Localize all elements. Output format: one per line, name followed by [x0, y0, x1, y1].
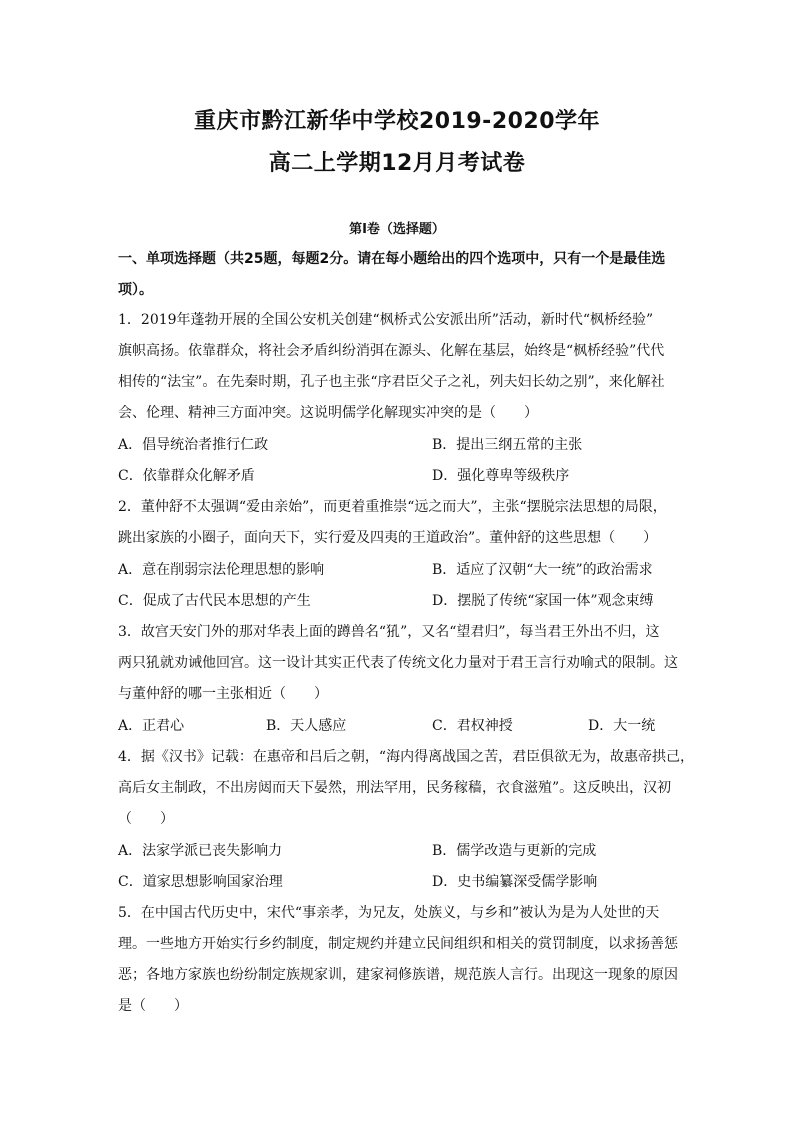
- question-1-option-c: C．依靠群众化解矛盾: [118, 468, 255, 484]
- question-3-option-b: B．天人感应: [266, 718, 347, 734]
- question-5-line-1: 5．在中国古代历史中，宋代“事亲孝，为兄友，处族义，与乡和”被认为是为人处世的天: [118, 905, 660, 921]
- question-2-option-a: A．意在削弱宗法伦理思想的影响: [118, 562, 325, 578]
- section-heading-line2: 项）。: [118, 282, 153, 298]
- question-2-option-c: C．促成了古代民本思想的产生: [118, 593, 311, 609]
- question-3-line-3: 与董仲舒的哪一主张相近（ ）: [118, 686, 328, 702]
- question-1-line-3: 相传的“法宝”。在先秦时期，孔子也主张“序君臣父子之礼，列夫妇长幼之别”，来化解社: [118, 374, 665, 390]
- question-3-option-c: C．君权神授: [432, 718, 513, 734]
- exam-title-line1: 重庆市黔江新华中学校2019-2020学年: [193, 109, 601, 134]
- volume-heading: 第Ⅰ卷（选择题）: [349, 222, 445, 237]
- question-1-option-a: A．倡导统治者推行仁政: [118, 437, 269, 453]
- question-1-line-1: 1．2019年蓬勃开展的全国公安机关创建“枫桥式公安派出所”活动，新时代“枫桥经验”: [118, 312, 654, 328]
- question-5-line-4: 是（ ）: [118, 998, 188, 1014]
- question-3-option-d: D．大一统: [588, 718, 656, 734]
- question-3-line-2: 两只犼就劝诫他回宫。这一设计其实正代表了传统文化力量对于君王言行劝喻式的限制。这: [118, 655, 678, 671]
- question-4-line-2: 高后女主制政，不出房闼而天下晏然，刑法罕用，民务稼穑，衣食滋殖”。这反映出，汉初: [118, 780, 672, 796]
- question-3-line-1: 3．故宫天安门外的那对华表上面的蹲兽名“犼”，又名“望君归”，每当君王外出不归，这: [118, 624, 660, 640]
- question-1-line-4: 会、伦理、精神三方面冲突。这说明儒学化解现实冲突的是（ ）: [118, 405, 538, 421]
- question-4-option-d: D．史书编纂深受儒学影响: [432, 874, 598, 890]
- question-1-option-d: D．强化尊卑等级秩序: [432, 468, 570, 484]
- section-heading-line1: 一、单项选择题（共25题，每题2分。请在每小题给出的四个选项中，只有一个是最佳选: [118, 251, 666, 267]
- question-4-line-3: （ ）: [118, 811, 174, 827]
- question-3-option-a: A．正君心: [118, 718, 185, 734]
- section-heading: [118, 244, 678, 306]
- question-5-line-2: 理。一些地方开始实行乡约制度，制定规约并建立民间组织和相关的赏罚制度，以求扬善惩: [118, 936, 678, 952]
- question-1-line-2: 旗帜高扬。依靠群众，将社会矛盾纠纷消弭在源头、化解在基层，始终是“枫桥经验”代代: [118, 343, 665, 359]
- question-4-option-b: B．儒学改造与更新的完成: [432, 843, 597, 859]
- question-4-line-1: 4．据《汉书》记载：在惠帝和吕后之朝，“海内得离战国之苦，君臣俱欲无为，故惠帝拱己，: [118, 749, 695, 765]
- question-4-option-a: A．法家学派已丧失影响力: [118, 843, 283, 859]
- question-4-option-c: C．道家思想影响国家治理: [118, 874, 283, 890]
- question-2-option-b: B．适应了汉朝“大一统”的政治需求: [432, 562, 653, 578]
- exam-title-line2: 高二上学期12月月考试卷: [268, 151, 526, 176]
- question-5-line-3: 恶；各地方家族也纷纷制定族规家训，建家祠修族谱，规范族人言行。出现这一现象的原因: [118, 967, 678, 983]
- question-1-option-b: B．提出三纲五常的主张: [432, 437, 583, 453]
- question-2-line-2: 跳出家族的小圈子，面向天下，实行爱及四夷的王道政治”。董仲舒的这些思想（ ）: [118, 530, 658, 546]
- question-2-option-d: D．摆脱了传统“家国一体”观念束缚: [432, 593, 654, 609]
- question-2-line-1: 2．董仲舒不太强调“爱由亲始”，而更着重推崇“远之而大”，主张“摆脱宗法思想的局限，: [118, 499, 667, 515]
